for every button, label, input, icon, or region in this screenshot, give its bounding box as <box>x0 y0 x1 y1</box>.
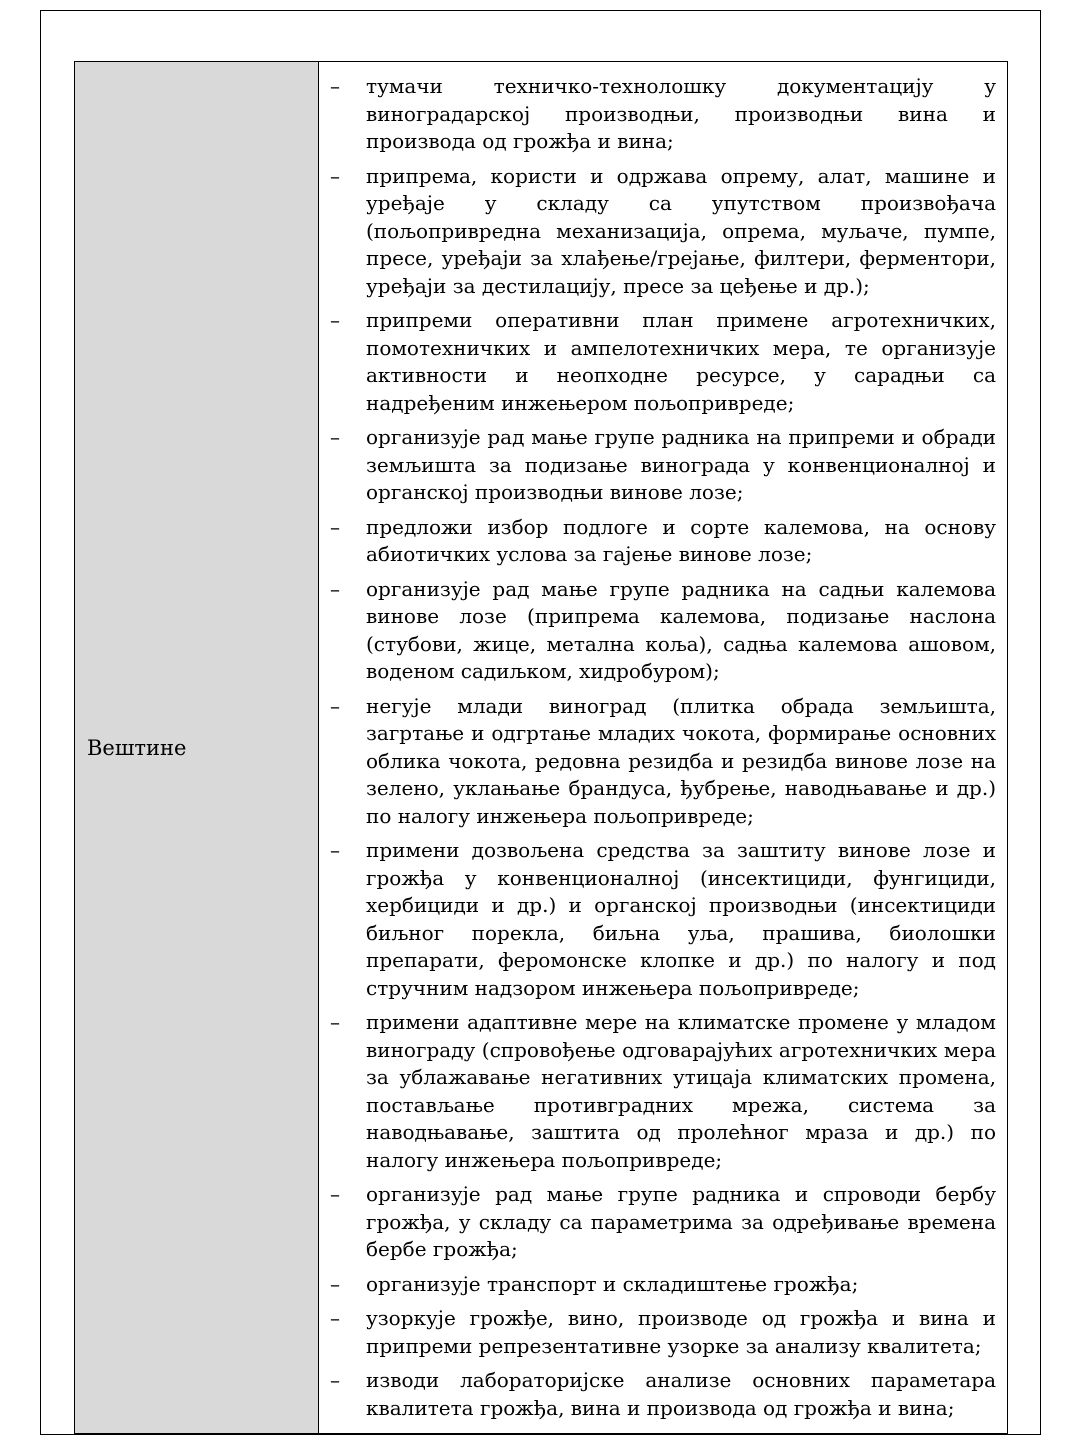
list-item <box>330 1271 996 1299</box>
list-item-text: примени дозвољена средства за заштиту винове лозе и грожђа у конвенционалној (инсектициди, фунгициди, хербициди и др.) и органској производњи (инсектициди биљног порекла, биљна уља, прашива, биолошки препарати, феромонске клопке и др.) по налогу и под стручним надзором инжењера пољопривреде; <box>366 838 996 1000</box>
list-item <box>330 1181 996 1264</box>
list-item <box>330 514 996 569</box>
list-item-text: припрема, користи и одржава опрему, алат, машине и уређаје у складу са упутством произвођача (пољопривредна механизација, опрема, муљаче, пумпе, пресе, уређаји за хлађење/грејање, филтери, ферментори, уређаји за дестилацију, пресе за цеђење и др.); <box>366 163 996 298</box>
list-item <box>330 1305 996 1360</box>
list-item <box>330 73 996 156</box>
dash-bullet: – <box>330 308 340 332</box>
skills-label: Вештине <box>87 735 187 760</box>
list-item <box>330 837 996 1002</box>
list-item-text: организује транспорт и складиштење грожђа; <box>366 1271 859 1296</box>
dash-bullet: – <box>330 1010 340 1034</box>
dash-bullet: – <box>330 838 340 862</box>
skills-table <box>74 61 1008 1434</box>
dash-bullet: – <box>330 514 340 539</box>
label-cell <box>75 62 319 1433</box>
list-item-text: организује рад мање групе радника и спроводи бербу грожђа, у складу са параметрима за одређивање времена бербе грожђа; <box>366 1182 996 1261</box>
list-item <box>330 693 996 831</box>
list-item <box>330 576 996 686</box>
dash-bullet: – <box>330 693 340 718</box>
list-item <box>330 1367 996 1422</box>
list-item <box>330 307 996 417</box>
skills-list <box>330 73 996 1422</box>
dash-bullet: – <box>330 1306 340 1330</box>
list-item-text: предложи избор подлоге и сорте калемова, на основу абиотичких услова за гајење винове лозе; <box>366 514 996 566</box>
dash-bullet: – <box>330 576 340 601</box>
dash-bullet: – <box>330 74 340 98</box>
content-cell <box>319 62 1007 1433</box>
list-item-text: организује рад мање групе радника на припреми и обради земљишта за подизање винограда у конвенционалној и органској производњи винове лозе; <box>366 425 996 504</box>
list-item <box>330 1009 996 1174</box>
list-item-text: припреми оперативни план примене агротехничких, помотехничких и ампелотехничких мера, те организује активности и неопходне ресурсе, у сарадњи са надређеним инжењером пољопривреде; <box>366 308 996 415</box>
list-item-text: тумачи техничко-технолошку документацију у виноградарској производњи, производњи вина и производа од грожђа и вина; <box>366 74 996 153</box>
list-item <box>330 163 996 301</box>
dash-bullet: – <box>330 425 340 449</box>
list-item-text: организује рад мање групе радника на садњи калемова винове лозе (припрема калемова, подизање наслона (стубови, жице, метална кољa), садња калемова ашовом, воденом садиљком, хидробуром); <box>366 576 996 683</box>
dash-bullet: – <box>330 1368 340 1392</box>
list-item-text: негује млади виноград (плитка обрада земљишта, загртање и одгртање младих чокота, формирање основних облика чокота, редовна резидба и резидба винове лозе на зелено, уклањање брандуса, ђубрење, наводњавање и др.) по налогу инжењера пољопривреде; <box>366 693 996 828</box>
dash-bullet: – <box>330 1182 340 1206</box>
list-item-text: изводи лабораторијске анализе основних параметара квалитета грожђа, вина и производа од грожђа и вина; <box>366 1368 996 1420</box>
list-item <box>330 424 996 507</box>
dash-bullet: – <box>330 1271 340 1296</box>
list-item-text: узоркује грожђе, вино, производе од грожђа и вина и припреми репрезентативне узорке за анализу квалитета; <box>366 1306 996 1358</box>
dash-bullet: – <box>330 163 340 188</box>
list-item-text: примени адаптивне мере на климатске промене у младом винограду (спровођење одговарајућих агротехничких мера за ублажавање негативних утицаја климатских промена, постављање противградних мрежа, система за наводњавање, заштита од пролећног мраза и др.) по налогу инжењера пољопривреде; <box>366 1010 996 1172</box>
